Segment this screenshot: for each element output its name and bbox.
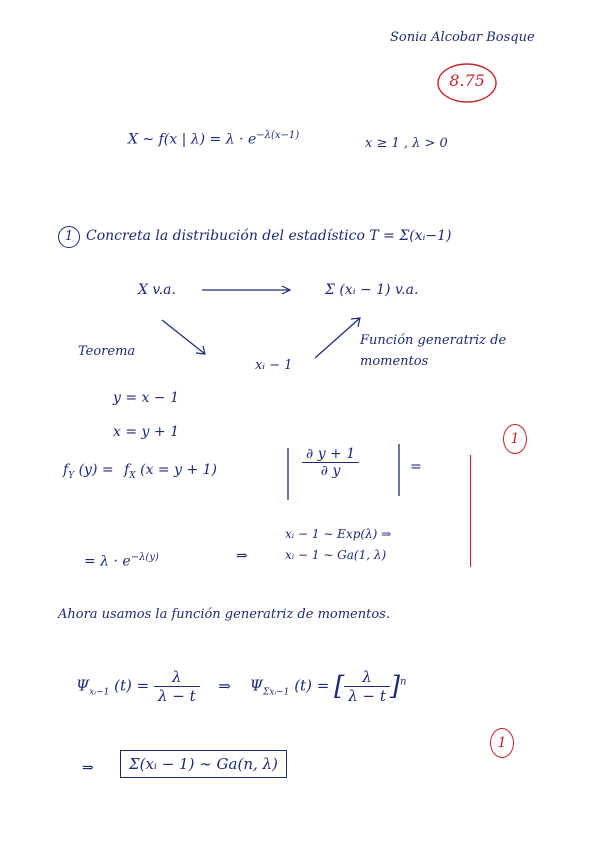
density-result-base: = λ · e <box>84 553 131 570</box>
mgf-frac2-den: λ − t <box>348 687 386 705</box>
implies-arrow-1: ⇒ <box>236 548 248 564</box>
mgf-equation <box>76 668 406 705</box>
mgf-lhs-sub: xᵢ−1 <box>89 687 110 698</box>
density-lhs-sub: Y <box>68 470 75 481</box>
density-lhs: f <box>63 462 69 478</box>
change-line-2: x = y + 1 <box>113 424 179 440</box>
mgf-implies: ⇒ <box>218 676 231 695</box>
scheme-left-label: Teorema <box>78 344 136 359</box>
jacobian-equals: = <box>410 459 422 475</box>
correction-mark-2: 1 <box>490 728 514 758</box>
bracket-open: [ <box>334 671 345 702</box>
mgf-intro: Ahora usamos la función generatriz de momentos. <box>58 607 390 622</box>
density-mid-sub: X <box>129 470 136 481</box>
correction-mark-1: 1 <box>503 424 527 454</box>
question-text: Concreta la distribución del estadístico T = Σ(xᵢ−1) <box>86 228 452 244</box>
grade-value: 8.75 <box>449 71 485 90</box>
question-number: 1 <box>58 226 80 248</box>
jacobian-num: ∂ y + 1 <box>302 446 359 463</box>
mgf-rhs: Ψ <box>249 676 263 695</box>
mgf-frac1-num: λ <box>154 668 200 687</box>
correction-line <box>470 455 471 567</box>
mgf-rhs-arg: (t) = <box>294 676 330 695</box>
mgf-frac2-num: λ <box>344 668 390 687</box>
change-line-1: y = x − 1 <box>113 390 179 406</box>
scheme-right-label-1: Función generatriz de <box>360 333 507 348</box>
mgf-lhs: Ψ <box>76 676 90 695</box>
conclusion-implies: ⇒ <box>82 760 94 776</box>
model-support: x ≥ 1 , λ > 0 <box>365 136 448 151</box>
bracket-close: ] <box>389 671 401 702</box>
jacobian-den: ∂ y <box>320 463 341 479</box>
density-mid: f <box>124 462 130 478</box>
model-density: X ∼ f(x | λ) = λ · e <box>128 131 257 148</box>
density-mid-arg: (x = y + 1) <box>140 462 218 478</box>
mgf-rhs-sub: Σxᵢ−1 <box>262 687 290 698</box>
dist-exponential: xᵢ − 1 ∼ Exp(λ) ⇒ <box>285 527 392 541</box>
model-exponent: −λ(x−1) <box>256 130 300 141</box>
scheme-middle: xᵢ − 1 <box>255 358 293 373</box>
jacobian <box>302 446 359 479</box>
density-result-exp: −λ(y) <box>130 552 159 563</box>
scheme-right-label-2: momentos <box>360 354 429 369</box>
conclusion-boxed: Σ(xᵢ − 1) ∼ Ga(n, λ) <box>120 750 287 778</box>
dist-gamma-one: xᵢ − 1 ∼ Ga(1, λ) <box>285 548 387 562</box>
mgf-power: n <box>400 676 407 688</box>
scheme-left: X v.a. <box>138 282 176 298</box>
mgf-lhs-arg: (t) = <box>114 676 150 695</box>
density-lhs-arg: (y) = <box>78 462 114 478</box>
density-result <box>84 552 159 570</box>
student-name: Sonia Alcobar Bosque <box>390 30 535 45</box>
mgf-frac1-den: λ − t <box>157 687 196 705</box>
scheme-right: Σ (xᵢ − 1) v.a. <box>325 282 419 298</box>
